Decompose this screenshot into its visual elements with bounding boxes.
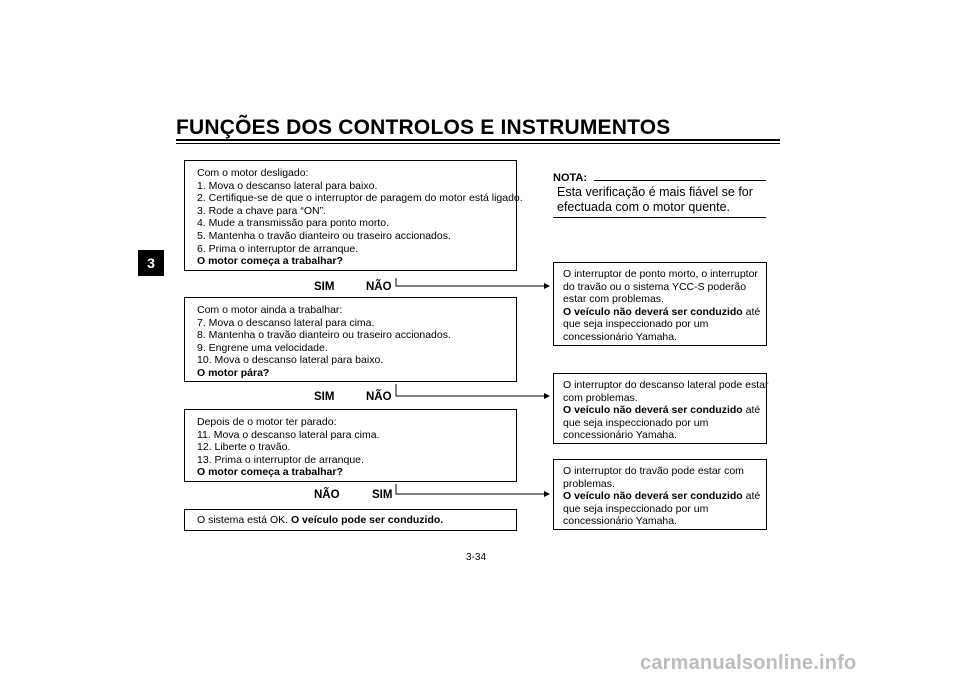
answer-no: NÃO <box>366 391 392 403</box>
page-title: FUNÇÕES DOS CONTROLOS E INSTRUMENTOS <box>176 116 671 139</box>
answer-yes: SIM <box>372 489 393 501</box>
step-text: 7. Mova o descanso lateral para cima. <box>197 316 375 329</box>
step-text: 11. Mova o descanso lateral para cima. <box>197 428 380 441</box>
step-text: 13. Prima o interruptor de arranque. <box>197 453 364 466</box>
answer-no: NÃO <box>314 489 340 501</box>
nota-rule <box>594 180 766 181</box>
final-bold: O veículo pode ser conduzido. <box>290 514 444 526</box>
result-box-2: O interruptor do descanso lateral pode estar com problemas. O veículo não deverá ser conduzido até que seja inspeccionado por um concessionário Yamaha. <box>553 373 767 444</box>
step-text: 12. Liberte o travão. <box>197 441 291 454</box>
warning-bold: O veículo não deverá ser conduzido <box>563 404 743 417</box>
step-text: 9. Engrene uma velocidade. <box>197 341 328 354</box>
nota-text: Esta verificação é mais fiável se for efectuada com o motor quente. <box>557 185 753 214</box>
answer-yes: SIM <box>314 281 335 293</box>
warning-bold: O veículo não deverá ser conduzido <box>563 490 743 503</box>
nota-label: NOTA: <box>553 172 588 184</box>
flow-step-3 <box>184 409 517 482</box>
step-text: Com o motor ainda a trabalhar: <box>197 304 343 316</box>
step-text: 4. Mude a transmissão para ponto morto. <box>197 217 390 230</box>
answer-yes: SIM <box>314 391 335 403</box>
step-text: Depois de o motor ter parado: <box>197 416 337 428</box>
step-text: 10. Mova o descanso lateral para baixo. <box>197 354 384 367</box>
warning-bold: O veículo não deverá ser conduzido <box>563 305 743 318</box>
step-text: 6. Prima o interruptor de arranque. <box>197 242 359 255</box>
nota-rule-bottom <box>553 217 766 218</box>
chapter-tab: 3 <box>138 250 164 276</box>
flow-final <box>184 509 517 531</box>
result-box-3: O interruptor do travão pode estar com problemas. O veículo não deverá ser conduzido até que seja inspeccionado por um concessionário Yamaha. <box>553 459 767 530</box>
step-text: 1. Mova o descanso lateral para baixo. <box>197 179 378 192</box>
result-box-1: O interruptor de ponto morto, o interruptor do travão ou o sistema YCC-S poderão estar com problemas. O veículo não deverá ser conduzido até que seja inspeccionado por um concessionário Yamaha. <box>553 262 767 346</box>
step-question: O motor começa a trabalhar? <box>197 466 343 479</box>
step-question: O motor pára? <box>197 366 270 379</box>
step-question: O motor começa a trabalhar? <box>197 255 343 268</box>
answer-no: NÃO <box>366 281 392 293</box>
connector-step3-yes <box>396 484 549 494</box>
step-text: 5. Mantenha o travão dianteiro ou traseiro accionados. <box>197 229 451 242</box>
page-number: 3-34 <box>466 552 487 563</box>
connector-step1-no <box>396 278 549 286</box>
watermark: carmanualsonline.info <box>640 652 857 674</box>
step-text: Com o motor desligado: <box>197 167 309 179</box>
final-text: O sistema está OK. <box>197 514 289 526</box>
flow-step-1 <box>184 160 523 271</box>
step-text: 2. Certifique-se de que o interruptor de paragem do motor está ligado. <box>197 192 523 205</box>
connector-step2-no <box>396 384 549 396</box>
step-text: 8. Mantenha o travão dianteiro ou traseiro accionados. <box>197 329 451 342</box>
flow-step-2 <box>184 297 517 382</box>
step-text: 3. Rode a chave para “ON”. <box>197 204 326 217</box>
